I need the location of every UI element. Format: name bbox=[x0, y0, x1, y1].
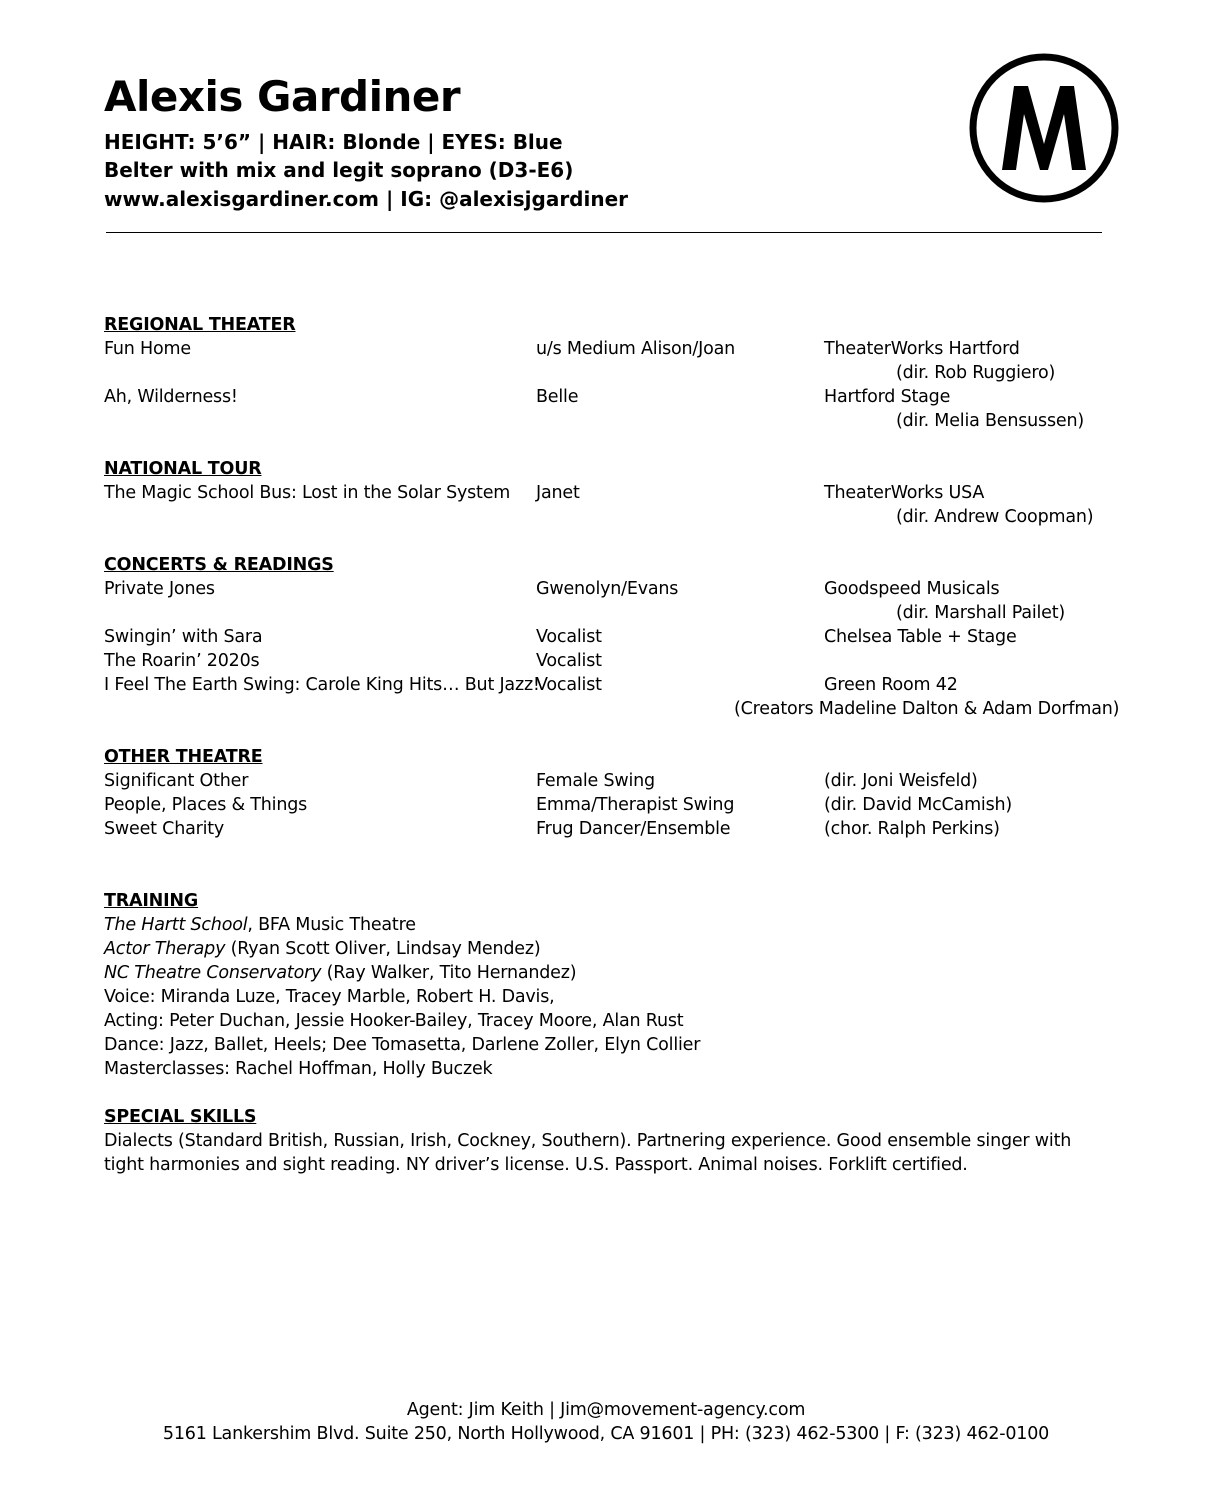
physical-stats: HEIGHT: 5’6” | HAIR: Blonde | EYES: Blue bbox=[104, 130, 563, 154]
section-heading-concerts: CONCERTS & READINGS bbox=[104, 555, 334, 575]
credit-title: Private Jones bbox=[104, 579, 215, 599]
credit-venue: TheaterWorks Hartford bbox=[824, 339, 1020, 359]
performer-name: Alexis Gardiner bbox=[104, 72, 461, 121]
credit-director: (dir. Joni Weisfeld) bbox=[824, 771, 978, 791]
agent-contact: Agent: Jim Keith | Jim@movement-agency.com bbox=[406, 1400, 806, 1420]
credit-role: Frug Dancer/Ensemble bbox=[536, 819, 731, 839]
credit-title: The Roarin’ 2020s bbox=[104, 651, 260, 671]
credit-venue: TheaterWorks USA bbox=[824, 483, 985, 503]
credit-role: Female Swing bbox=[536, 771, 655, 791]
training-detail: (Ryan Scott Oliver, Lindsay Mendez) bbox=[225, 939, 541, 959]
section-heading-training: TRAINING bbox=[104, 891, 199, 911]
training-line bbox=[104, 913, 416, 937]
training-line: Voice: Miranda Luze, Tracey Marble, Robert H. Davis, bbox=[104, 987, 555, 1007]
credit-role: u/s Medium Alison/Joan bbox=[536, 339, 735, 359]
training-line bbox=[104, 961, 576, 985]
training-school: Actor Therapy bbox=[104, 939, 226, 959]
training-detail: (Ray Walker, Tito Hernandez) bbox=[321, 963, 577, 983]
section-heading-regional: REGIONAL THEATER bbox=[104, 315, 296, 335]
credit-role: Vocalist bbox=[536, 627, 602, 647]
training-line: Dance: Jazz, Ballet, Heels; Dee Tomasetta, Darlene Zoller, Elyn Collier bbox=[104, 1035, 701, 1055]
credit-venue: Green Room 42 bbox=[824, 675, 958, 695]
training-line: Acting: Peter Duchan, Jessie Hooker-Bailey, Tracey Moore, Alan Rust bbox=[104, 1011, 684, 1031]
credit-title: I Feel The Earth Swing: Carole King Hits… But Jazz! bbox=[104, 675, 540, 695]
movement-agency-m-logo-icon bbox=[968, 52, 1120, 204]
credit-venue: Hartford Stage bbox=[824, 387, 951, 407]
voice-type: Belter with mix and legit soprano (D3-E6) bbox=[104, 158, 574, 182]
training-detail: , BFA Music Theatre bbox=[247, 915, 416, 935]
section-heading-skills: SPECIAL SKILLS bbox=[104, 1107, 257, 1127]
credit-title: People, Places & Things bbox=[104, 795, 308, 815]
credit-role: Vocalist bbox=[536, 651, 602, 671]
credit-director: (chor. Ralph Perkins) bbox=[824, 819, 1000, 839]
credit-creators: (Creators Madeline Dalton & Adam Dorfman) bbox=[734, 699, 1120, 719]
credit-venue: Chelsea Table + Stage bbox=[824, 627, 1017, 647]
credit-venue: Goodspeed Musicals bbox=[824, 579, 1000, 599]
agency-address: 5161 Lankershim Blvd. Suite 250, North Hollywood, CA 91601 | PH: (323) 462-5300 | F: (323) 462-0100 bbox=[162, 1424, 1050, 1444]
training-school: The Hartt School bbox=[104, 915, 248, 935]
training-line bbox=[104, 937, 540, 961]
credit-title: Significant Other bbox=[104, 771, 249, 791]
special-skills-text: Dialects (Standard British, Russian, Irish, Cockney, Southern). Partnering experience. Good ensemble singer with tight harmonies and sight reading. NY driver’s license. U.S. Passport. Animal noises. Forklift certified. bbox=[104, 1131, 1072, 1175]
credit-title: Fun Home bbox=[104, 339, 191, 359]
section-heading-other: OTHER THEATRE bbox=[104, 747, 263, 767]
credit-role: Janet bbox=[536, 483, 580, 503]
training-line: Masterclasses: Rachel Hoffman, Holly Buczek bbox=[104, 1059, 493, 1079]
contact-links: www.alexisgardiner.com | IG: @alexisjgardiner bbox=[104, 187, 629, 211]
credit-title: Ah, Wilderness! bbox=[104, 387, 238, 407]
credit-director: (dir. David McCamish) bbox=[824, 795, 1013, 815]
credit-role: Gwenolyn/Evans bbox=[536, 579, 679, 599]
credit-director: (dir. Andrew Coopman) bbox=[896, 507, 1094, 527]
credit-title: Sweet Charity bbox=[104, 819, 225, 839]
credit-role: Belle bbox=[536, 387, 579, 407]
credit-director: (dir. Marshall Pailet) bbox=[896, 603, 1066, 623]
training-school: NC Theatre Conservatory bbox=[104, 963, 322, 983]
credit-role: Vocalist bbox=[536, 675, 602, 695]
credit-role: Emma/Therapist Swing bbox=[536, 795, 735, 815]
header-divider bbox=[106, 232, 1102, 233]
section-heading-tour: NATIONAL TOUR bbox=[104, 459, 262, 479]
credit-director: (dir. Melia Bensussen) bbox=[896, 411, 1084, 431]
credit-director: (dir. Rob Ruggiero) bbox=[896, 363, 1056, 383]
credit-title: Swingin’ with Sara bbox=[104, 627, 263, 647]
credit-title: The Magic School Bus: Lost in the Solar System bbox=[104, 483, 511, 503]
